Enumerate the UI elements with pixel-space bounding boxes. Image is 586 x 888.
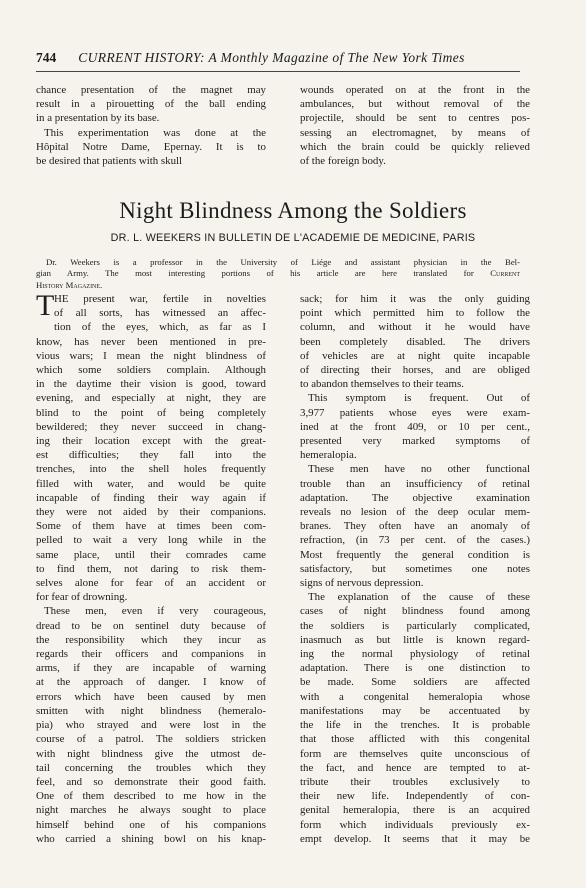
text-line: projectile, should be sent to centres pos- bbox=[300, 112, 530, 125]
text-line: course of a patrol. The soldiers stricken bbox=[36, 733, 266, 746]
text-line: signs of nervous depression. bbox=[300, 577, 424, 590]
text-line: know, has never been mentioned in pre- bbox=[36, 335, 266, 348]
text-line: which some soldiers complain. Although bbox=[36, 364, 266, 377]
text-line: form are themselves quite unconscious of bbox=[300, 747, 530, 760]
text-line: ing the normal physiology of retinal bbox=[300, 648, 530, 661]
text-line: trouble than an insufficiency of retinal bbox=[300, 477, 530, 490]
text-line: One of them described to me how in the bbox=[36, 790, 266, 803]
article-intro bbox=[36, 257, 520, 291]
text-line: dread to be on sentinel duty because of bbox=[36, 619, 266, 632]
intro-magazine-name: Current bbox=[490, 268, 521, 279]
text-line: form which individuals previously ex- bbox=[300, 818, 530, 831]
text-line: feel, and so demonstrate their good faith. bbox=[36, 775, 266, 788]
intro-line: History Magazine. bbox=[36, 279, 103, 290]
text-line: errors which have been caused by men bbox=[36, 690, 266, 703]
main-right-column bbox=[300, 292, 530, 846]
text-line: adaptation. The objective examination bbox=[300, 491, 530, 504]
text-line: adaptation. There is one distinction to bbox=[300, 662, 530, 675]
text-line: the fact, and hence are tempted to at- bbox=[300, 761, 530, 774]
text-line: of directing their horses, and are obliged bbox=[300, 364, 530, 377]
text-line: empt develop. It seems that it may be bbox=[300, 832, 530, 845]
text-line: evening, and especially at night, they are bbox=[36, 392, 266, 405]
text-line: These men, even if very courageous, bbox=[44, 605, 266, 618]
text-line: they were not aided by their companions. bbox=[36, 506, 266, 519]
intro-line bbox=[36, 268, 520, 279]
text-line: Hôpital Notre Dame, Epernay. It is to bbox=[36, 140, 266, 153]
text-line: reveals no lesion of the deep ocular mem- bbox=[300, 506, 530, 519]
text-line: cases of night blindness found among bbox=[300, 605, 530, 618]
text-line: est difficulties; they fall into the bbox=[36, 449, 266, 462]
text-line: be made. Some soldiers are affected bbox=[300, 676, 530, 689]
text-line: Most frequently the general condition is bbox=[300, 548, 530, 561]
text-line: smitten with night blindness (hemeralo- bbox=[36, 704, 266, 717]
text-line: chance presentation of the magnet may bbox=[36, 84, 266, 96]
text-line: The explanation of the cause of these bbox=[308, 591, 530, 604]
text-line: ined at the front 409, or 10 per cent., bbox=[300, 420, 530, 433]
text-line: who carried a shining bowl on his knap- bbox=[36, 832, 266, 845]
text-line: column, and without it he would have bbox=[300, 321, 530, 334]
drop-cap: T bbox=[36, 289, 55, 322]
text-line: same place, until their comrades came bbox=[36, 548, 266, 561]
text-line: of all sorts, has witnessed an affec- bbox=[54, 307, 266, 320]
text-line: Some of them have at times been com- bbox=[36, 520, 266, 533]
text-line: of the foreign body. bbox=[300, 155, 386, 168]
text-line: night marches he always sought to place bbox=[36, 804, 266, 817]
text-line: inasmuch as but little is known regard- bbox=[300, 633, 530, 646]
text-line: incapable of finding their way again if bbox=[36, 491, 266, 504]
text-line: the soldiers is particularly complicated, bbox=[300, 619, 530, 632]
top-left-column bbox=[36, 83, 266, 168]
text-line: genital hemeralopia, there is an acquired bbox=[300, 804, 530, 817]
text-line: refraction, (in 73 per cent. of the cases.) bbox=[300, 534, 530, 547]
text-line: their new life. Independently of con- bbox=[300, 790, 530, 803]
intro-text: gian Army. The most interesting portions of his article are here translated for bbox=[36, 268, 474, 279]
text-line: manifestations may be accentuated by bbox=[300, 704, 530, 717]
text-line: tribute their troubles exclusively to bbox=[300, 775, 530, 788]
text-line: tail concerning the troubles which they bbox=[36, 761, 266, 774]
text-line: regards their officers and companions in bbox=[36, 648, 266, 661]
article-byline: DR. L. WEEKERS IN BULLETIN DE L'ACADEMIE DE MEDICINE, PARIS bbox=[110, 232, 476, 244]
text-line: at the approach of danger. I know of bbox=[36, 676, 266, 689]
text-line: These men have no other functional bbox=[308, 463, 530, 476]
text-line: hemeralopia. bbox=[300, 449, 357, 462]
text-line: pelled to wait a very long while in the bbox=[36, 534, 266, 547]
text-line: himself behind one of his companions bbox=[36, 818, 266, 831]
text-line: result in a pirouetting of the ball ending bbox=[36, 98, 266, 111]
text-line: in a presentation by its base. bbox=[36, 112, 160, 125]
text-line: filled with water, and would be quite bbox=[36, 477, 266, 490]
text-line: 3,977 patients whose eyes were exam- bbox=[300, 406, 530, 419]
main-left-column bbox=[36, 289, 266, 846]
page-number: 744 bbox=[36, 50, 57, 65]
text-line: trenches, into the shell holes frequently bbox=[36, 463, 266, 476]
text-line: bewildered; they never succeed in chang- bbox=[36, 420, 266, 433]
text-line: HE present war, fertile in novelties bbox=[54, 293, 266, 305]
text-line: branes. They often have an anomaly of bbox=[300, 520, 530, 533]
text-line: presented very marked symptoms of bbox=[300, 435, 530, 448]
text-line: blind to the point of being completely bbox=[36, 406, 266, 419]
text-line: point which permitted him to follow the bbox=[300, 307, 530, 320]
text-line: sack; for him it was the only guiding bbox=[300, 293, 530, 305]
text-line: the life in the trenches. It is probable bbox=[300, 719, 530, 732]
text-line: that those afflicted with this congenital bbox=[300, 733, 530, 746]
text-line: wounds operated on at the front in the bbox=[300, 84, 530, 96]
text-line: sessing an electromagnet, by means of bbox=[300, 126, 530, 139]
text-line: ing their location except with the great- bbox=[36, 435, 266, 448]
text-line: with a congenital hemeralopia whose bbox=[300, 690, 530, 703]
text-line: This experimentation was done at the bbox=[44, 126, 266, 139]
text-line: tion of the eyes, which, as far as I bbox=[54, 321, 266, 334]
text-line: the responsibility which they incur as bbox=[36, 633, 266, 646]
text-line: which the brain could be quickly relieved bbox=[300, 140, 530, 153]
article-title: Night Blindness Among the Soldiers bbox=[119, 198, 467, 223]
text-line: been completely disabled. The drivers bbox=[300, 335, 530, 348]
text-line: with night blindness give the utmost de- bbox=[36, 747, 266, 760]
top-right-column bbox=[300, 83, 530, 168]
text-line: in the daytime their vision is good, toward bbox=[36, 378, 266, 391]
text-line: vious wars; I mean the night blindness of bbox=[36, 349, 266, 362]
text-line: be desired that patients with skull bbox=[36, 155, 183, 168]
text-line: pia) who strayed and were lost in the bbox=[36, 719, 266, 732]
text-line: for fear of drowning. bbox=[36, 591, 128, 604]
header-rule bbox=[36, 71, 520, 72]
running-title: CURRENT HISTORY: A Monthly Magazine of The New York Times bbox=[78, 50, 465, 65]
text-line: of vehicles are at night quite incapable bbox=[300, 349, 530, 362]
text-line: satisfactory, but sometimes one notes bbox=[300, 562, 530, 575]
text-line: This symptom is frequent. Out of bbox=[308, 392, 530, 405]
running-header bbox=[36, 50, 524, 66]
text-line: ambulances, but without removal of the bbox=[300, 98, 530, 111]
intro-line: Dr. Weekers is a professor in the University of Liége and assistant physician in the Bel- bbox=[46, 257, 520, 267]
text-line: to abandon themselves to their teams. bbox=[300, 378, 464, 391]
text-line: selves alone for fear of an accident or bbox=[36, 577, 266, 590]
text-line: arms, if they are incapable of warning bbox=[36, 662, 266, 675]
text-line: to find them, not daring to risk them- bbox=[36, 562, 266, 575]
